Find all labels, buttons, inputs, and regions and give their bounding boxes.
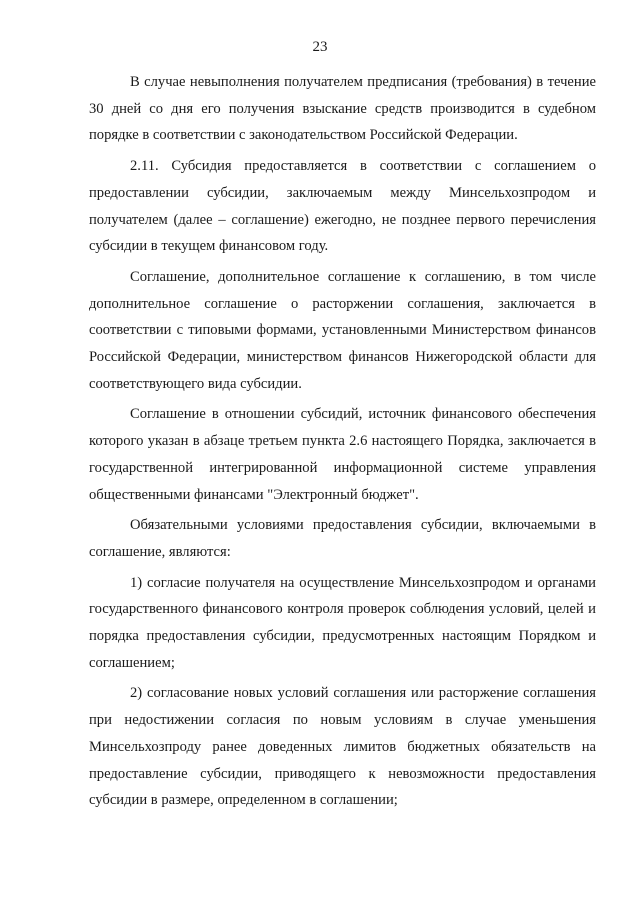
paragraph-agreement-forms: Соглашение, дополнительное соглашение к соглашению, в том числе дополнительное соглашение о расторжении соглашения, заключается в соответствии с типовыми формами, установленными Министерством финансов Российской Федерации, министерством финансов Нижегородской области для соответствующего вида субсидии. <box>89 268 596 392</box>
document-body <box>89 69 596 814</box>
list-item-condition-2: 2) согласование новых условий соглашения или расторжение соглашения при недостижении согласия по новым условиям в случае уменьшения Минсельхозпроду ранее доведенных лимитов бюджетных обязательств на предоставление субсидии, приводящего к невозможности предоставления субсидии в размере, определенном в соглашении; <box>89 685 596 809</box>
page-number: 23 <box>312 39 328 55</box>
paragraph-mandatory-conditions: Обязательными условиями предоставления субсидии, включаемыми в соглашение, являются: <box>89 517 596 560</box>
paragraph-electronic-budget: Соглашение в отношении субсидий, источник финансового обеспечения которого указан в абзаце третьем пункта 2.6 настоящего Порядка, заключается в государственной интегрированной информационной системе управления общественными финансами "Электронный бюджет". <box>89 406 596 503</box>
paragraph-court-recovery: В случае невыполнения получателем предписания (требования) в течение 30 дней со дня его получения взыскание средств производится в судебном порядке в соответствии с законодательством Российской Федерации. <box>89 74 596 144</box>
paragraph-2-11-subsidy-agreement: 2.11. Субсидия предоставляется в соответствии с соглашением о предоставлении субсидии, заключаемым между Минсельхозпродом и получателем (далее – соглашение) ежегодно, не позднее первого перечисления субсидии в текущем финансовом году. <box>89 158 596 255</box>
list-item-condition-1: 1) согласие получателя на осуществление Минсельхозпродом и органами государственного финансового контроля проверок соблюдения условий, целей и порядка предоставления субсидии, предусмотренных настоящим Порядком и соглашением; <box>89 574 596 671</box>
